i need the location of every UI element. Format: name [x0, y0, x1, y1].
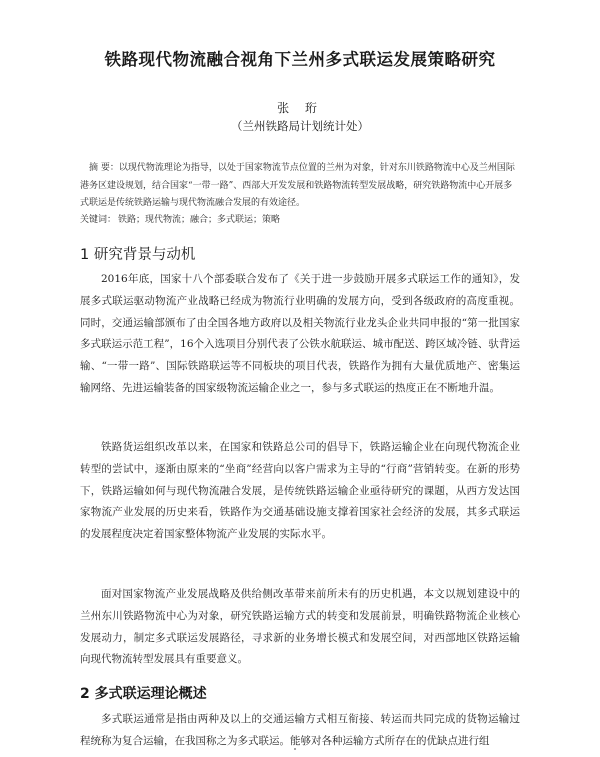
author-name: 张 珩	[277, 101, 323, 115]
body-paragraph: 多式联运通常是指由两种及以上的交通运输方式相互衔接、转运而共同完成的货物运输过程统称为复合运输，在我国称之为多式联运。能够对各种运输方式所存在的优缺点进行组	[80, 713, 520, 747]
abstract	[80, 160, 516, 213]
keywords-text: 铁路；现代物流；融合；多式联运；策略	[118, 215, 281, 225]
body-paragraph: 面对国家物流产业发展战略及供给侧改革带来前所未有的历史机遇，本文以规划建设中的兰州东川铁路物流中心为对象，研究铁路运输方式的转变和发展前景，明确铁路物流企业核心发展动力，制定多式联运发展路径，寻求新的业务增长模式和发展空间，对西部地区铁路运输向现代物流转型发展具有重要意义。	[80, 588, 520, 666]
body-paragraph: 铁路货运组织改革以来，在国家和铁路总公司的倡导下，铁路运输企业在向现代物流企业转型的尝试中，逐渐由原来的“坐商”经营向以客户需求为主导的“行商”营销转变。在新的形势下，铁路运输如何与现代物流融合发展，是传统铁路运输企业亟待研究的课题，从西方发达国家物流产业发展的历史来看，铁路作为交通基础设施支撑着国家社会经济的发展，其多式联运的发展程度决定着国家整体物流产业发展的实际水平。	[80, 441, 520, 541]
section-heading: 2 多式联运理论概述	[80, 686, 207, 702]
paper-title: 铁路现代物流融合视角下兰州多式联运发展策略研究	[104, 50, 496, 69]
abstract-label: 摘 要：	[89, 163, 119, 173]
abstract-text: 以现代物流理论为指导，以处于国家物流节点位置的兰州为对象，针对东川铁路物流中心及兰州国际港务区建设规划，结合国家“一带一路”、西部大开发发展和铁路物流转型发展战略，研究铁路物流中心开展多式联运是传统铁路运输与现代物流融合发展的有效途径。	[80, 163, 515, 208]
body-paragraph: 2016年底，国家十八个部委联合发布了《关于进一步鼓励开展多式联运工作的通知》，发展多式联运驱动物流产业战略已经成为物流行业明确的发展方向，受到各级政府的高度重视。同时，交通运输部颁布了由全国各地方政府以及相关物流行业龙头企业共同申报的“第一批国家多式联运示范工程”，16个入选项目分别代表了公铁水航联运、城市配送、跨区域冷链、驮背运输、“一带一路”、国际铁路联运等不同板块的项目代表，铁路作为拥有大量优质地产、密集运输网络、先进运输装备的国家级物流运输企业之一，参与多式联运的热度正在不断地升温。	[80, 273, 520, 394]
author-affiliation: （兰州铁路局计划统计处）	[231, 119, 369, 133]
section-heading: 1 研究背景与动机	[80, 247, 196, 263]
keywords-label: 关键词：	[80, 215, 117, 225]
page-mark	[294, 748, 296, 750]
keywords	[80, 212, 516, 225]
